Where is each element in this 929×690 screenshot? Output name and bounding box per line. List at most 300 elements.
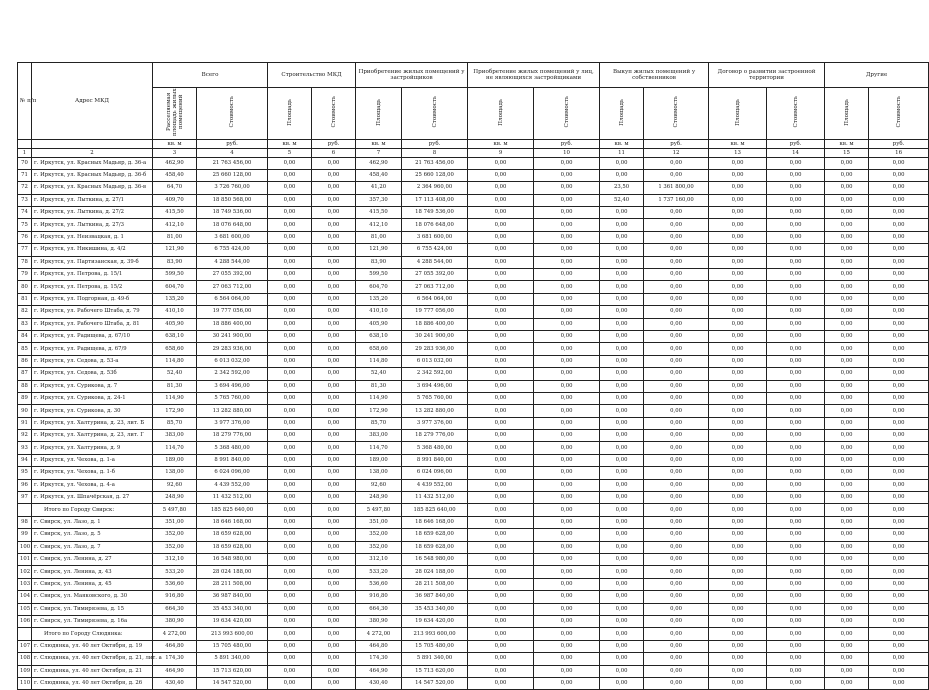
cost-cell: 0,00 [312, 504, 356, 516]
address-cell: г. Свирск, ул. Ленина, д. 45 [32, 578, 153, 590]
area-cell: 0,00 [468, 405, 534, 417]
cost-cell: 0,00 [312, 306, 356, 318]
cost-cell: 11 432 512,00 [197, 492, 268, 504]
address-cell: г. Свирск, ул. Лазо, д. 5 [32, 529, 153, 541]
cost-cell: 0,00 [312, 281, 356, 293]
cost-cell: 0,00 [644, 355, 709, 367]
area-cell: 0,00 [825, 467, 869, 479]
area-cell: 0,00 [600, 256, 644, 268]
cost-cell: 0,00 [312, 157, 356, 169]
header-sub-area: Площадь [734, 98, 741, 126]
table-row [18, 430, 929, 442]
address-cell: г. Свирск, ул. Ленина, д. 27 [32, 554, 153, 566]
cost-cell: 0,00 [534, 653, 600, 665]
area-cell: 464,80 [356, 640, 402, 652]
area-cell: 0,00 [709, 492, 767, 504]
cost-cell: 0,00 [534, 343, 600, 355]
cost-cell: 0,00 [767, 454, 825, 466]
cost-cell: 35 453 340,00 [402, 603, 468, 615]
area-cell: 52,40 [600, 194, 644, 206]
cost-cell: 0,00 [869, 293, 929, 305]
cost-cell: 6 013 032,00 [402, 355, 468, 367]
cost-cell: 0,00 [644, 219, 709, 231]
area-cell: 0,00 [825, 492, 869, 504]
table-row [18, 479, 929, 491]
cost-cell: 0,00 [767, 392, 825, 404]
table-row [18, 194, 929, 206]
column-number: 13 [709, 148, 767, 157]
area-cell: 81,30 [153, 380, 197, 392]
header-sub-area: Площадь [497, 98, 504, 126]
cost-cell: 18 076 648,00 [402, 219, 468, 231]
table-row [18, 306, 929, 318]
area-cell: 658,60 [153, 343, 197, 355]
area-cell: 0,00 [825, 343, 869, 355]
column-number: 15 [825, 148, 869, 157]
area-cell: 5 497,80 [153, 504, 197, 516]
header-group-construction: Строительство МКД [268, 63, 356, 88]
area-cell: 0,00 [268, 566, 312, 578]
area-cell: 0,00 [825, 281, 869, 293]
area-cell: 189,00 [356, 454, 402, 466]
cost-cell: 0,00 [869, 169, 929, 181]
area-cell: 0,00 [709, 566, 767, 578]
cost-cell: 0,00 [644, 665, 709, 677]
area-cell: 464,80 [153, 640, 197, 652]
area-cell: 0,00 [709, 293, 767, 305]
area-cell: 0,00 [709, 677, 767, 689]
area-cell: 0,00 [468, 417, 534, 429]
cost-cell: 0,00 [869, 392, 929, 404]
header-sub-area: Площадь [618, 98, 625, 126]
cost-cell: 0,00 [869, 541, 929, 553]
area-cell: 352,00 [356, 541, 402, 553]
cost-cell: 0,00 [534, 578, 600, 590]
cost-cell: 0,00 [644, 615, 709, 627]
area-cell: 412,10 [153, 219, 197, 231]
cost-cell: 0,00 [869, 281, 929, 293]
cost-cell: 0,00 [869, 516, 929, 528]
cost-cell: 8 991 840,00 [402, 454, 468, 466]
cost-cell: 0,00 [767, 442, 825, 454]
cost-cell: 0,00 [869, 504, 929, 516]
row-number: 71 [18, 169, 32, 181]
cost-cell: 18 659 628,00 [402, 529, 468, 541]
cost-cell: 18 659 628,00 [197, 529, 268, 541]
address-cell: г. Слюдянка, ул. 40 лет Октября, д. 19 [32, 640, 153, 652]
cost-cell: 0,00 [644, 207, 709, 219]
area-cell: 92,60 [153, 479, 197, 491]
cost-cell: 0,00 [312, 603, 356, 615]
cost-cell: 19 634 420,00 [197, 615, 268, 627]
cost-cell: 0,00 [767, 306, 825, 318]
cost-cell: 0,00 [534, 417, 600, 429]
area-cell: 0,00 [709, 442, 767, 454]
area-cell: 0,00 [268, 281, 312, 293]
area-cell: 536,60 [153, 578, 197, 590]
area-cell: 0,00 [600, 665, 644, 677]
area-cell: 172,90 [356, 405, 402, 417]
area-cell: 0,00 [600, 318, 644, 330]
address-cell: г. Иркутск, ул. Седова, д. 53б [32, 368, 153, 380]
cost-cell: 0,00 [767, 244, 825, 256]
area-cell: 0,00 [268, 454, 312, 466]
cost-cell: 0,00 [869, 529, 929, 541]
area-cell: 0,00 [468, 454, 534, 466]
cost-cell: 0,00 [312, 269, 356, 281]
area-cell: 0,00 [468, 628, 534, 640]
cost-cell: 18 886 400,00 [197, 318, 268, 330]
area-cell: 0,00 [709, 368, 767, 380]
area-cell: 0,00 [468, 430, 534, 442]
row-number: 102 [18, 566, 32, 578]
column-number: 4 [197, 148, 268, 157]
cost-cell: 0,00 [767, 380, 825, 392]
cost-cell: 14 547 520,00 [197, 677, 268, 689]
cost-cell: 0,00 [644, 244, 709, 256]
area-cell: 0,00 [600, 467, 644, 479]
cost-cell: 0,00 [869, 330, 929, 342]
cost-cell: 17 113 408,00 [402, 194, 468, 206]
area-cell: 0,00 [468, 368, 534, 380]
cost-cell: 0,00 [644, 392, 709, 404]
cost-cell: 0,00 [767, 603, 825, 615]
area-cell: 638,10 [153, 330, 197, 342]
area-cell: 0,00 [825, 182, 869, 194]
area-cell: 0,00 [468, 615, 534, 627]
cost-cell: 0,00 [644, 566, 709, 578]
area-cell: 357,30 [356, 194, 402, 206]
table-row [18, 405, 929, 417]
area-cell: 0,00 [268, 330, 312, 342]
address-cell: г. Иркутск, ул. Лыткина, д. 27/3 [32, 219, 153, 231]
cost-cell: 14 547 520,00 [402, 677, 468, 689]
cost-cell: 5 765 760,00 [402, 392, 468, 404]
table-row [18, 578, 929, 590]
row-number: 74 [18, 207, 32, 219]
cost-cell: 0,00 [312, 628, 356, 640]
cost-cell: 0,00 [767, 355, 825, 367]
cost-cell: 0,00 [869, 405, 929, 417]
cost-cell: 0,00 [644, 628, 709, 640]
cost-cell: 19 777 056,00 [197, 306, 268, 318]
cost-cell: 0,00 [869, 479, 929, 491]
address-cell: г. Иркутск, ул. Седова, д. 53-а [32, 355, 153, 367]
cost-cell: 0,00 [869, 653, 929, 665]
area-cell: 0,00 [600, 454, 644, 466]
area-cell: 0,00 [600, 628, 644, 640]
cost-cell: 0,00 [869, 554, 929, 566]
cost-cell: 0,00 [869, 256, 929, 268]
cost-cell: 0,00 [869, 219, 929, 231]
area-cell: 0,00 [268, 615, 312, 627]
cost-cell: 0,00 [767, 479, 825, 491]
area-cell: 599,50 [153, 269, 197, 281]
cost-cell: 0,00 [869, 380, 929, 392]
cost-cell: 0,00 [644, 516, 709, 528]
area-cell: 0,00 [709, 628, 767, 640]
row-number [18, 504, 32, 516]
address-cell: г. Свирск, ул. Маяковского, д. 30 [32, 591, 153, 603]
area-cell: 0,00 [268, 355, 312, 367]
cost-cell: 0,00 [869, 157, 929, 169]
cost-cell: 0,00 [869, 318, 929, 330]
table-row [18, 330, 929, 342]
cost-cell: 213 993 600,00 [197, 628, 268, 640]
area-cell: 0,00 [268, 541, 312, 553]
row-number: 93 [18, 442, 32, 454]
cost-cell: 0,00 [767, 529, 825, 541]
area-cell: 0,00 [468, 640, 534, 652]
area-cell: 0,00 [600, 541, 644, 553]
address-cell: г. Иркутск, ул. Сурикова, д. 7 [32, 380, 153, 392]
area-cell: 0,00 [600, 368, 644, 380]
area-cell: 135,20 [153, 293, 197, 305]
row-number: 110 [18, 677, 32, 689]
header-sub-cost: Стоимость [330, 96, 337, 128]
cost-cell: 0,00 [534, 244, 600, 256]
area-cell: 0,00 [600, 281, 644, 293]
area-cell: 0,00 [600, 231, 644, 243]
cost-cell: 0,00 [869, 194, 929, 206]
cost-cell: 0,00 [534, 380, 600, 392]
table-row [18, 529, 929, 541]
area-cell: 0,00 [600, 529, 644, 541]
cost-cell: 0,00 [534, 318, 600, 330]
cost-cell: 0,00 [869, 417, 929, 429]
address-cell: г. Иркутск, ул. Никишина, д. 4/2 [32, 244, 153, 256]
cost-cell: 0,00 [534, 182, 600, 194]
cost-cell: 0,00 [534, 157, 600, 169]
cost-cell: 0,00 [767, 467, 825, 479]
cost-cell: 0,00 [767, 330, 825, 342]
cost-cell: 4 439 552,00 [402, 479, 468, 491]
area-cell: 0,00 [709, 269, 767, 281]
cost-cell: 0,00 [644, 492, 709, 504]
table-row [18, 343, 929, 355]
cost-cell: 19 777 056,00 [402, 306, 468, 318]
area-cell: 0,00 [268, 554, 312, 566]
area-cell: 64,70 [153, 182, 197, 194]
cost-cell: 0,00 [312, 392, 356, 404]
area-cell: 0,00 [709, 157, 767, 169]
unit-cell: кв. м [600, 139, 644, 148]
cost-cell: 5 891 340,00 [197, 653, 268, 665]
area-cell: 23,50 [600, 182, 644, 194]
row-number: 89 [18, 392, 32, 404]
subtotal-label: Итого по Городу Слюдянка: [32, 628, 153, 640]
cost-cell: 5 368 480,00 [197, 442, 268, 454]
cost-cell: 0,00 [312, 256, 356, 268]
cost-cell: 28 024 188,00 [197, 566, 268, 578]
cost-cell: 0,00 [534, 269, 600, 281]
address-cell: г. Иркутск, ул. Чехова, д. 1-а [32, 454, 153, 466]
area-cell: 52,40 [153, 368, 197, 380]
area-cell: 0,00 [825, 591, 869, 603]
column-number: 7 [356, 148, 402, 157]
area-cell: 0,00 [709, 380, 767, 392]
area-cell: 138,00 [356, 467, 402, 479]
area-cell: 0,00 [268, 293, 312, 305]
area-cell: 248,90 [356, 492, 402, 504]
address-cell: г. Иркутск, ул. Рабочего Штаба, д. 81 [32, 318, 153, 330]
area-cell: 0,00 [600, 392, 644, 404]
header-group-owner-buyout: Выкуп жилых помещений у собственников [600, 63, 709, 88]
area-cell: 114,90 [153, 392, 197, 404]
cost-cell: 18 659 628,00 [197, 541, 268, 553]
area-cell: 0,00 [709, 244, 767, 256]
cost-cell: 18 850 568,00 [197, 194, 268, 206]
area-cell: 0,00 [825, 479, 869, 491]
cost-cell: 0,00 [869, 231, 929, 243]
cost-cell: 15 705 480,00 [197, 640, 268, 652]
area-cell: 0,00 [268, 219, 312, 231]
header-sub-area: Площадь [843, 98, 850, 126]
cost-cell: 18 749 536,00 [197, 207, 268, 219]
area-cell: 0,00 [709, 516, 767, 528]
cost-cell: 0,00 [312, 467, 356, 479]
area-cell: 0,00 [468, 492, 534, 504]
cost-cell: 0,00 [644, 330, 709, 342]
cost-cell: 0,00 [534, 256, 600, 268]
area-cell: 0,00 [268, 628, 312, 640]
area-cell: 0,00 [268, 306, 312, 318]
address-cell: г. Иркутск, ул. Подгорная, д. 49-б [32, 293, 153, 305]
area-cell: 0,00 [600, 293, 644, 305]
cost-cell: 0,00 [534, 281, 600, 293]
table-row [18, 591, 929, 603]
cost-cell: 36 987 840,00 [197, 591, 268, 603]
area-cell: 0,00 [468, 578, 534, 590]
area-cell: 0,00 [468, 554, 534, 566]
area-cell: 658,60 [356, 343, 402, 355]
cost-cell: 0,00 [644, 430, 709, 442]
area-cell: 0,00 [600, 355, 644, 367]
cost-cell: 0,00 [534, 591, 600, 603]
row-number: 100 [18, 541, 32, 553]
area-cell: 0,00 [709, 219, 767, 231]
cost-cell: 0,00 [767, 566, 825, 578]
area-cell: 0,00 [268, 653, 312, 665]
row-number: 108 [18, 653, 32, 665]
column-number: 11 [600, 148, 644, 157]
address-cell: г. Иркутск, ул. Петрова, д. 15/2 [32, 281, 153, 293]
cost-cell: 6 564 064,00 [402, 293, 468, 305]
area-cell: 380,90 [356, 615, 402, 627]
cost-cell: 21 763 456,00 [402, 157, 468, 169]
table-row [18, 467, 929, 479]
row-number: 77 [18, 244, 32, 256]
cost-cell: 16 548 980,00 [197, 554, 268, 566]
area-cell: 638,10 [356, 330, 402, 342]
row-number: 94 [18, 454, 32, 466]
cost-cell: 0,00 [644, 554, 709, 566]
unit-cell: руб. [869, 139, 929, 148]
cost-cell: 0,00 [312, 405, 356, 417]
address-cell: г. Свирск, ул. Ленина, д. 43 [32, 566, 153, 578]
area-cell: 0,00 [468, 318, 534, 330]
row-number: 79 [18, 269, 32, 281]
area-cell: 0,00 [825, 380, 869, 392]
cost-cell: 0,00 [767, 640, 825, 652]
cost-cell: 0,00 [534, 219, 600, 231]
area-cell: 0,00 [825, 442, 869, 454]
cost-cell: 0,00 [869, 207, 929, 219]
area-cell: 0,00 [268, 405, 312, 417]
cost-cell: 6 564 064,00 [197, 293, 268, 305]
table-row [18, 541, 929, 553]
table-row [18, 603, 929, 615]
housing-program-table [17, 62, 929, 690]
cost-cell: 0,00 [869, 368, 929, 380]
address-cell: г. Иркутск, ул. Лыткина, д. 27/2 [32, 207, 153, 219]
cost-cell: 0,00 [644, 603, 709, 615]
cost-cell: 0,00 [869, 578, 929, 590]
area-cell: 0,00 [600, 219, 644, 231]
address-cell: г. Свирск, ул. Лазо, д. 7 [32, 541, 153, 553]
cost-cell: 6 755 424,00 [402, 244, 468, 256]
cost-cell: 0,00 [534, 405, 600, 417]
unit-cell: руб. [534, 139, 600, 148]
unit-cell: кв. м [468, 139, 534, 148]
cost-cell: 0,00 [869, 591, 929, 603]
table-row [18, 380, 929, 392]
subtotal-row [18, 504, 929, 516]
cost-cell: 0,00 [869, 628, 929, 640]
cost-cell: 25 660 128,00 [197, 169, 268, 181]
area-cell: 0,00 [600, 405, 644, 417]
area-cell: 0,00 [468, 157, 534, 169]
cost-cell: 0,00 [644, 504, 709, 516]
cost-cell: 0,00 [312, 355, 356, 367]
area-cell: 0,00 [825, 256, 869, 268]
cost-cell: 0,00 [869, 603, 929, 615]
address-cell: г. Иркутск, ул. Красных Мадьяр, д. 36-а [32, 157, 153, 169]
cost-cell: 0,00 [869, 430, 929, 442]
cost-cell: 3 977 376,00 [197, 417, 268, 429]
cost-cell: 27 063 712,00 [402, 281, 468, 293]
area-cell: 0,00 [825, 306, 869, 318]
row-number [18, 628, 32, 640]
cost-cell: 0,00 [312, 380, 356, 392]
area-cell: 0,00 [600, 653, 644, 665]
cost-cell: 0,00 [767, 615, 825, 627]
area-cell: 0,00 [825, 541, 869, 553]
cost-cell: 0,00 [644, 479, 709, 491]
cost-cell: 0,00 [644, 343, 709, 355]
cost-cell: 0,00 [869, 269, 929, 281]
cost-cell: 0,00 [534, 541, 600, 553]
cost-cell: 0,00 [534, 665, 600, 677]
area-cell: 536,60 [356, 578, 402, 590]
header-sub-area: Расселяемая площадь жилых помещений [165, 88, 184, 136]
cost-cell: 0,00 [767, 256, 825, 268]
cost-cell: 0,00 [312, 591, 356, 603]
cost-cell: 0,00 [767, 516, 825, 528]
row-number: 80 [18, 281, 32, 293]
table-row [18, 269, 929, 281]
area-cell: 0,00 [600, 677, 644, 689]
cost-cell: 0,00 [312, 554, 356, 566]
row-number: 76 [18, 231, 32, 243]
address-cell: г. Иркутск, ул. Шпачёрская, д. 27 [32, 492, 153, 504]
column-number: 1 [18, 148, 32, 157]
area-cell: 0,00 [468, 330, 534, 342]
table-row [18, 566, 929, 578]
area-cell: 0,00 [709, 405, 767, 417]
unit-cell: руб. [197, 139, 268, 148]
cost-cell: 0,00 [312, 207, 356, 219]
